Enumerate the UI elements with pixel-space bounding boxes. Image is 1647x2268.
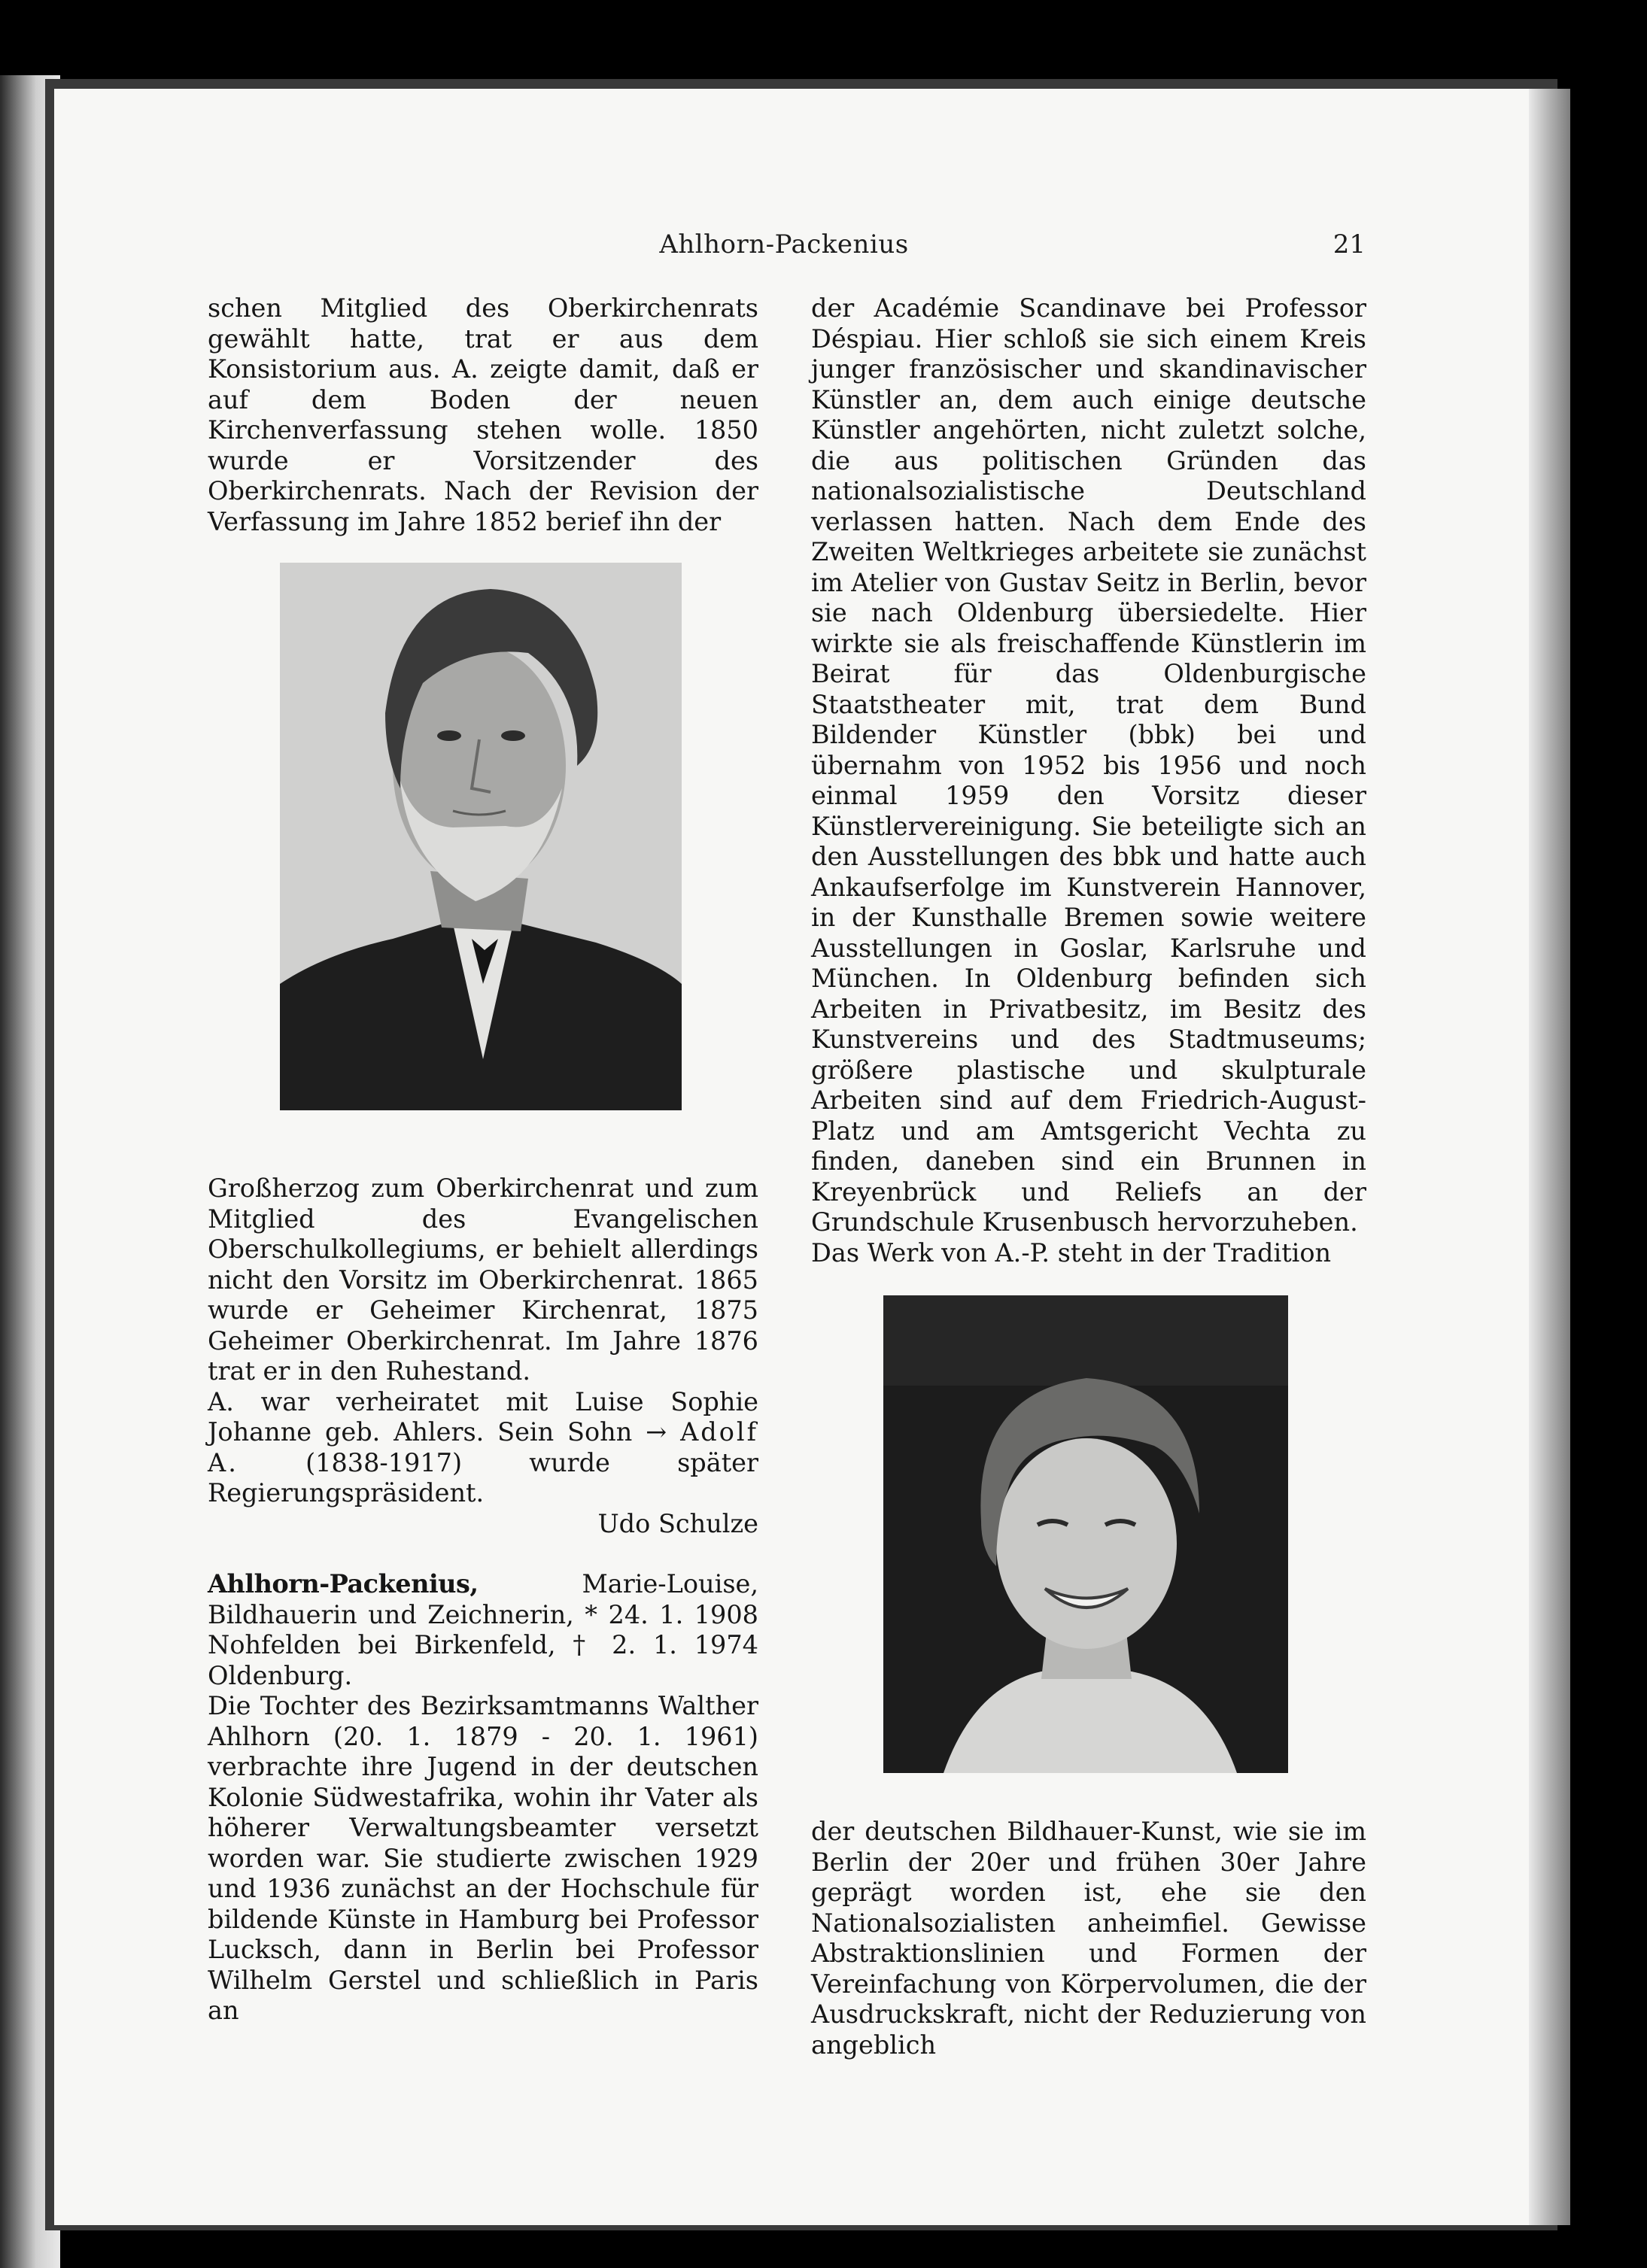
- paragraph: der deutschen Bildhauer-Kunst, wie sie im Berlin der 20er und frühen 30er Jahre geprägt worden ist, ehe sie den Nationalsozialisten anheimfiel. Gewisse Abstraktionslinien und Formen der Vereinfachung von Körpervolumen, die der Ausdruckskraft, nicht der Reduzierung von angeblich: [811, 1817, 1366, 2060]
- entry-lead: Marie-Louise, Bildhauerin und Zeichnerin, * 24. 1. 1908 Nohfelden bei Birkenfeld, † 2. 1. 1974 Oldenburg.: [208, 1569, 758, 1690]
- paragraph: schen Mitglied des Oberkirchenrats gewählt hatte, trat er aus dem Konsistorium aus. A. zeigte damit, daß er auf dem Boden der neuen Kirchenverfassung stehen wolle. 1850 wurde er Vorsitzender des Oberkirchenrats. Nach der Revision der Verfassung im Jahre 1852 berief ihn der: [208, 293, 758, 536]
- right-column-text-top: [811, 293, 1366, 1268]
- portrait-photo-woman: [883, 1295, 1288, 1773]
- paragraph-marriage: [208, 1387, 758, 1509]
- cross-reference-name: Adolf A.: [208, 1417, 758, 1477]
- entry-name: Ahlhorn-Packenius,: [208, 1569, 479, 1599]
- paragraph: Die Tochter des Bezirksamtmanns Walther Ahlhorn (20. 1. 1879 - 20. 1. 1961) verbrachte ihre Jugend in der deutschen Kolonie Südwestafrika, wohin ihr Vater als höherer Verwaltungsbeamter versetzt worden war. Sie studierte zwischen 1929 und 1936 zunächst an der Hochschule für bildende Künste in Hamburg bei Professor Lucksch, dann in Berlin bei Professor Wilhelm Gerstel und schließlich in Paris an: [208, 1691, 758, 2025]
- running-head: Ahlhorn-Packenius: [659, 229, 909, 260]
- paragraph: Großherzog zum Oberkirchenrat und zum Mitglied des Evangelischen Oberschulkollegiums, er behielt allerdings nicht den Vorsitz im Oberkirchenrat. 1865 wurde er Geheimer Kirchenrat, 1875 Geheimer Oberkirchenrat. Im Jahre 1876 trat er in den Ruhestand.: [208, 1173, 758, 1386]
- paragraph: der Académie Scandinave bei Professor Déspiau. Hier schloß sie sich einem Kreis junger französischer und skandinavischer Künstler an, dem auch einige deutsche Künstler angehörten, nicht zuletzt solche, die aus politischen Gründen das nationalsozialistische Deutschland verlassen hatten. Nach dem Ende des Zweiten Weltkrieges arbeitete sie zunächst im Atelier von Gustav Seitz in Berlin, bevor sie nach Oldenburg übersiedelte. Hier wirkte sie als freischaffende Künstlerin im Beirat für das Oldenburgische Staatstheater mit, trat dem Bund Bildender Künstler (bbk) bei und übernahm von 1952 bis 1956 und noch einmal 1959 den Vorsitz dieser Künstlervereinigung. Sie beteiligte sich an den Ausstellungen des bbk und hatte auch Ankaufserfolge im Kunstverein Hannover, in der Kunsthalle Bremen sowie weitere Ausstellungen in Goslar, Karlsruhe und München. In Oldenburg befinden sich Arbeiten in Privatbesitz, im Besitz des Kunstvereins und des Stadtmuseums; größere plastische und skulpturale Arbeiten sind auf dem Friedrich-August-Platz und am Amtsgericht Vechta zu finden, daneben sind ein Brunnen in Kreyenbrück und Reliefs an der Grundschule Krusenbusch hervorzuheben.: [811, 293, 1366, 1237]
- page-stack-edge: [1529, 89, 1570, 2225]
- text-span: (1838-1917) wurde später Regierungspräsident.: [208, 1447, 758, 1507]
- portrait-photo-man: [280, 563, 682, 1110]
- author-signature: Udo Schulze: [597, 1508, 758, 1538]
- entry-heading-paragraph: [208, 1569, 758, 1691]
- text-span: A. war verheiratet mit Luise Sophie Johanne geb. Ahlers. Sein Sohn →: [208, 1386, 758, 1447]
- paragraph: Das Werk von A.-P. steht in der Tradition: [811, 1237, 1332, 1268]
- left-column-text-top: [208, 293, 758, 536]
- right-column-text-bottom: [811, 1817, 1366, 2060]
- left-column-text-bottom: [208, 1173, 758, 2031]
- spacer: [208, 1539, 758, 1569]
- page-number: 21: [1332, 229, 1366, 260]
